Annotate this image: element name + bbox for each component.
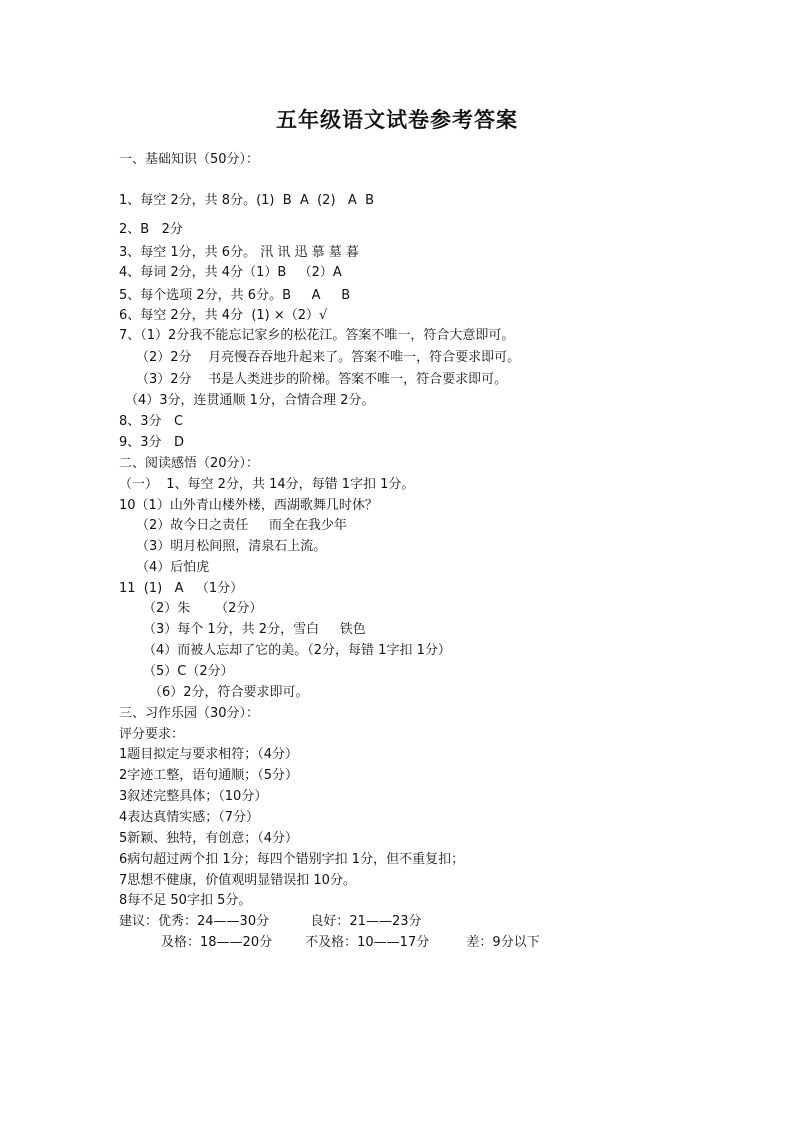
answer-line: 1题目拟定与要求相符；（4分） (119, 747, 299, 762)
answer-line: 10（1）山外青山楼外楼，西湖歌舞几时休？ (119, 498, 378, 513)
answer-line: 11 (1) A （1分） (119, 581, 244, 596)
answer-line: 8、3分 C (119, 414, 184, 429)
section-heading: 三、习作乐园（30分）： (119, 706, 260, 721)
answer-line: （3）明月松间照，清泉石上流。 (136, 539, 327, 554)
answer-line: 7、（1）2分我不能忘记家乡的松花江。答案不唯一，符合大意即可。 (119, 328, 515, 343)
answer-line: （4）3分，连贯通顺 1分，合情合理 2分。 (125, 393, 375, 408)
answer-line: 评分要求： (119, 727, 185, 742)
answer-line: 4表达真情实感；（7分） (119, 810, 260, 825)
answer-line: （4）而被人忘却了它的美。（2分，每错 1字扣 1分） (143, 643, 451, 658)
answer-line: 7思想不健康，价值观明显错误扣 10分。 (119, 873, 356, 888)
answer-line: （6）2分，符合要求即可。 (149, 685, 309, 700)
answer-line: （3）2分 书是人类进步的阶梯。答案不唯一，符合要求即可。 (136, 372, 508, 387)
answer-line: 8每不足 50字扣 5分。 (119, 893, 252, 908)
answer-line: （5）C（2分） (143, 664, 234, 679)
answer-line: （4）后怕虎 (136, 560, 210, 575)
answer-line: （一） 1、每空 2分，共 14分，每错 1字扣 1分。 (119, 477, 415, 492)
answer-line: 2、B 2分 (119, 222, 183, 237)
page-title: 五年级语文试卷参考答案 (276, 107, 518, 132)
answer-line: 建议：优秀：24——30分 良好：21——23分 (119, 914, 422, 929)
answer-line: 5、每个选项 2分，共 6分。B A B (119, 288, 351, 303)
answer-line: （3）每个 1分，共 2分，雪白 铁色 (143, 622, 366, 637)
answer-line: （2）故今日之责任 而全在我少年 (136, 518, 347, 533)
answer-line: （2）2分 月亮慢吞吞地升起来了。答案不唯一，符合要求即可。 (136, 350, 521, 365)
section-heading: 二、阅读感悟（20分）： (119, 456, 260, 471)
answer-line: 9、3分 D (119, 435, 184, 450)
answer-line: （2）朱 （2分） (143, 601, 263, 616)
answer-line: 及格：18——20分 不及格：10——17分 差：9分以下 (161, 935, 540, 950)
section-heading: 一、基础知识（50分）： (119, 152, 260, 167)
answer-line: 2字迹工整，语句通顺；（5分） (119, 768, 299, 783)
answer-line: 6病句超过两个扣 1分；每四个错别字扣 1分，但不重复扣； (119, 852, 465, 867)
answer-line: 6、每空 2分，共 4分 (1) ×（2）√ (119, 308, 328, 323)
answer-line: 3叙述完整具体；（10分） (119, 789, 268, 804)
answer-line: 1、每空 2分，共 8分。(1) B A (2) A B (119, 193, 374, 208)
answer-line: 5新颖、独特，有创意；（4分） (119, 831, 299, 846)
answer-line: 4、每词 2分，共 4分（1）B （2）A (119, 265, 342, 280)
answer-line: 3、每空 1分，共 6分。 汛 讯 迅 慕 墓 暮 (119, 245, 359, 260)
